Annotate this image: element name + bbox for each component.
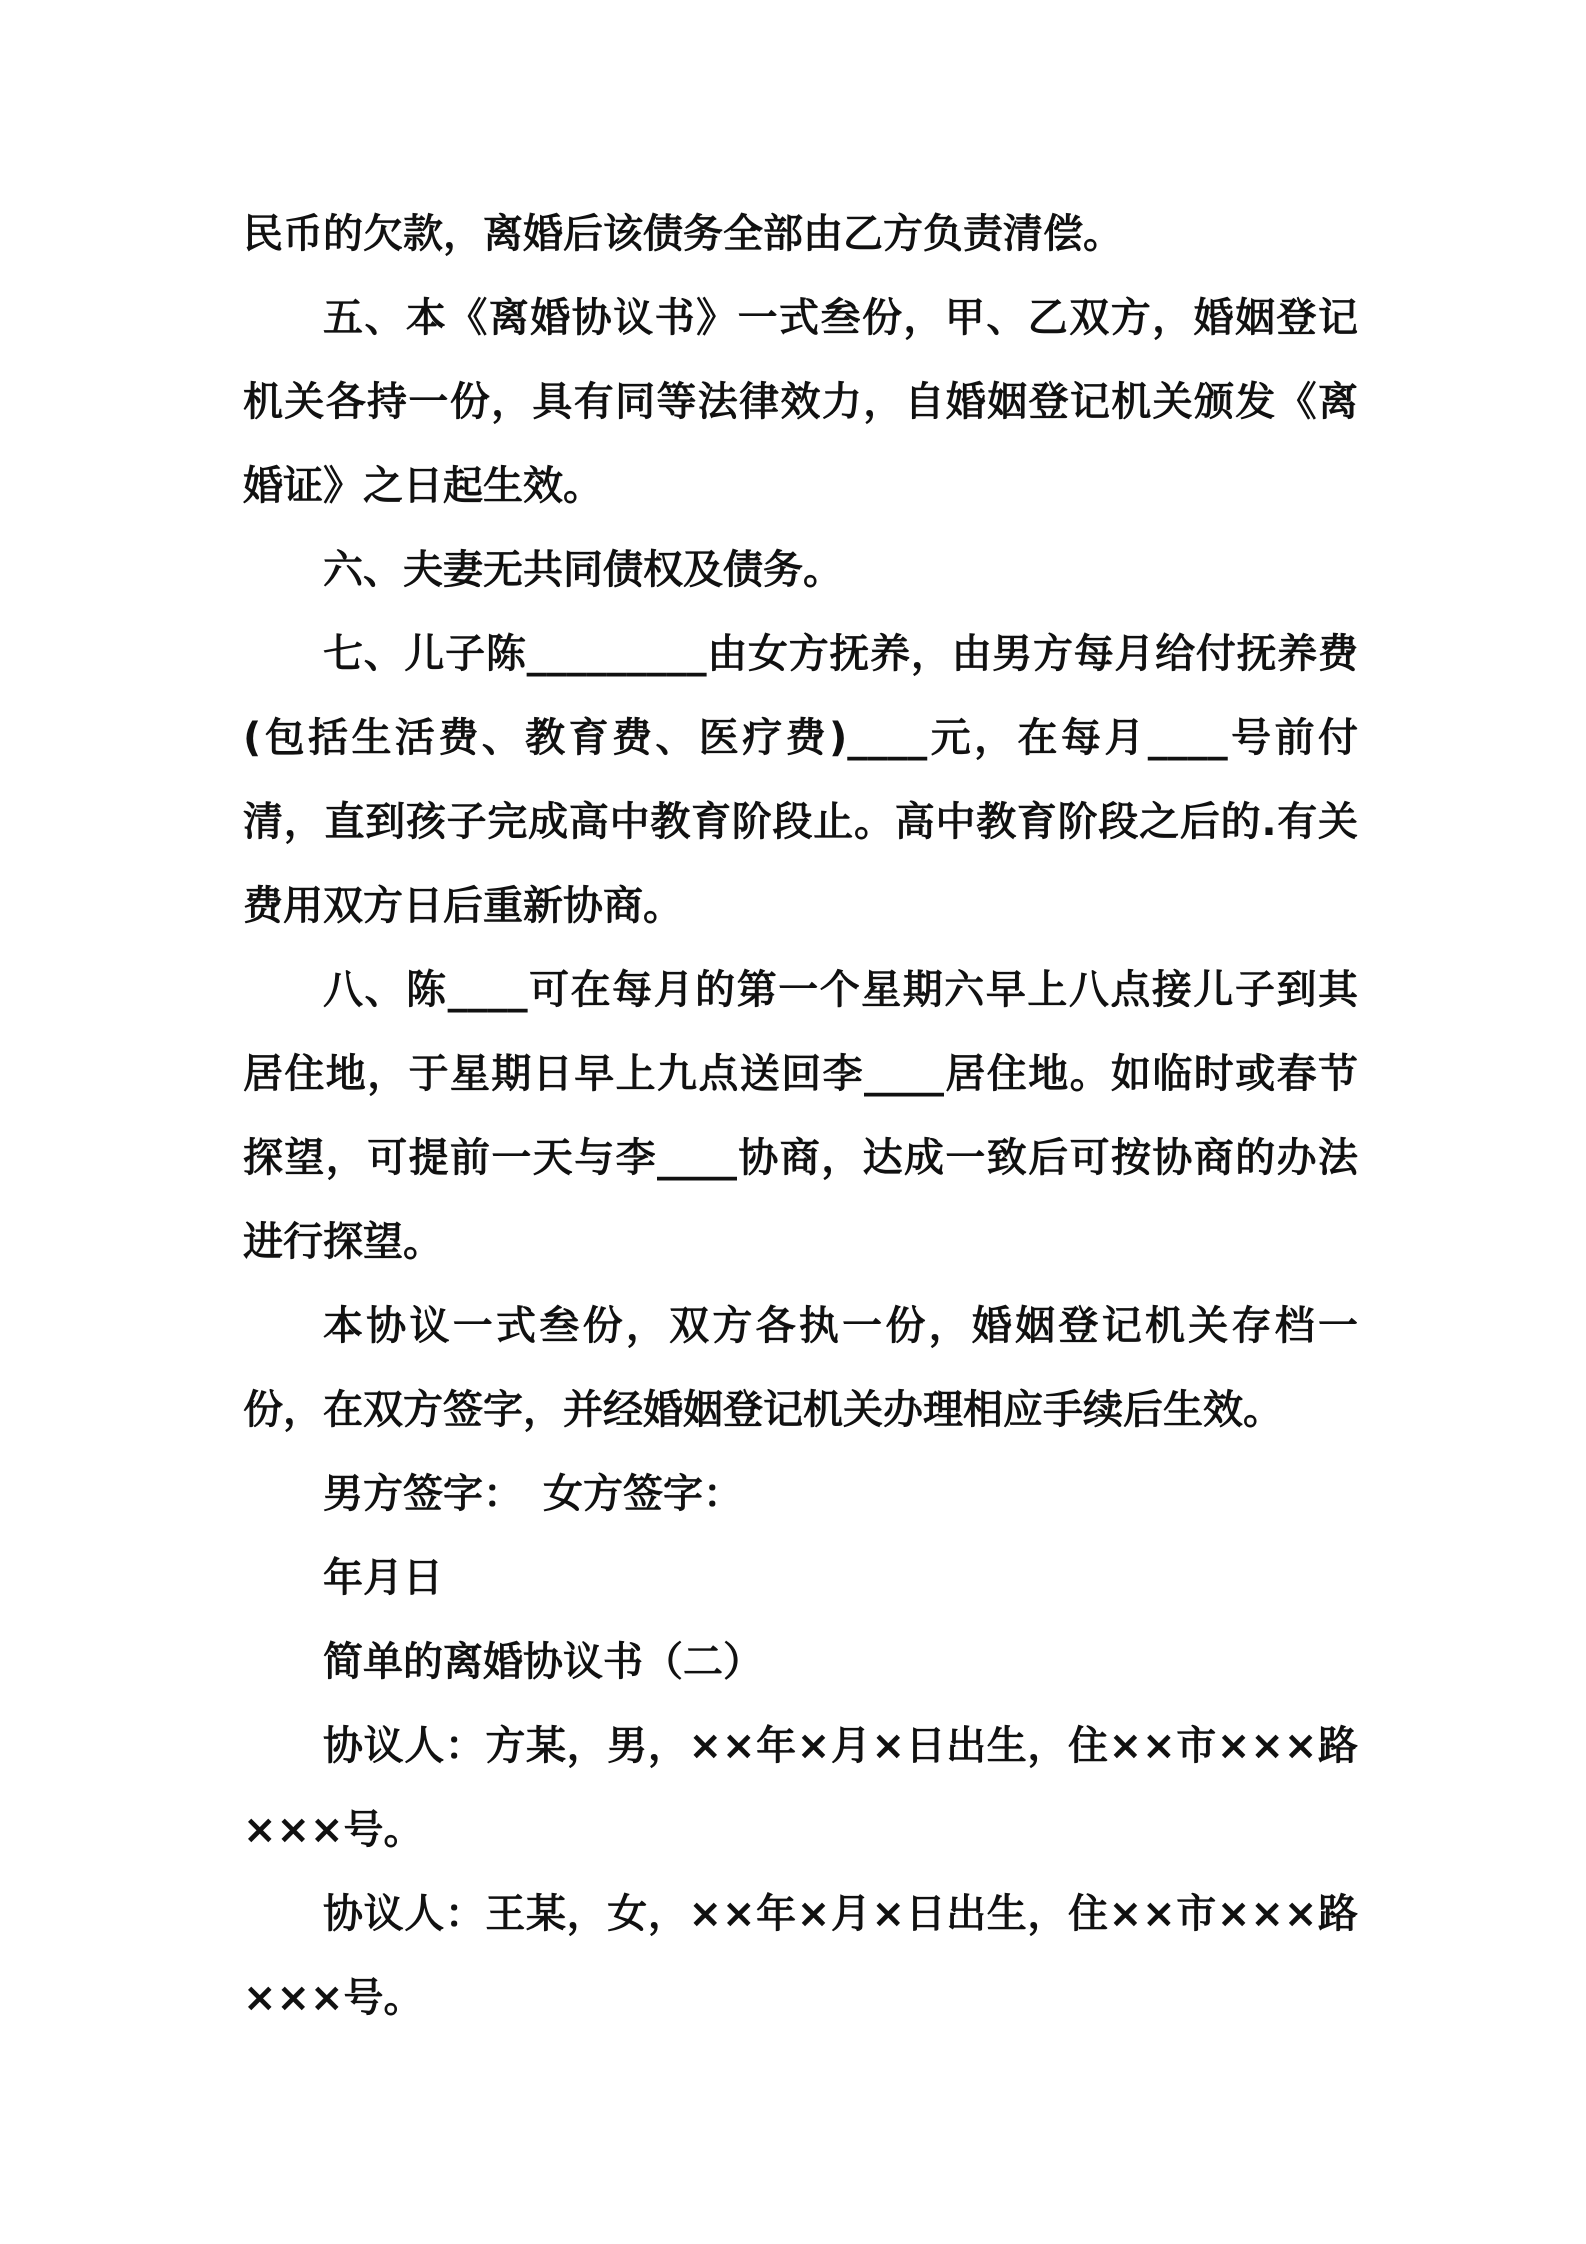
paragraph-signatures: 男方签字： 女方签字： — [323, 1471, 743, 1517]
document-body — [243, 192, 1358, 2040]
paragraph-section-title: 简单的离婚协议书（二） — [323, 1639, 763, 1685]
paragraph-debt-continued: 民币的欠款，离婚后该债务全部由乙方负责清偿。 — [243, 211, 1123, 257]
paragraph-copies: 本协议一式叁份，双方各执一份，婚姻登记机关存档一份，在双方签字，并经婚姻登记机关办理相应手续后生效。 — [243, 1303, 1358, 1433]
paragraph-party-female: 协议人：王某，女，××年×月×日出生，住××市×××路×××号。 — [243, 1891, 1358, 2021]
paragraph-clause-5: 五、本《离婚协议书》一式叁份，甲、乙双方，婚姻登记机关各持一份，具有同等法律效力，自婚姻登记机关颁发《离婚证》之日起生效。 — [243, 295, 1358, 509]
paragraph-clause-8: 八、陈____可在每月的第一个星期六早上八点接儿子到其居住地，于星期日早上九点送回李____居住地。如临时或春节探望，可提前一天与李____协商，达成一致后可按协商的办法进行探望。 — [243, 967, 1358, 1265]
paragraph-clause-7: 七、儿子陈_________由女方抚养，由男方每月给付抚养费(包括生活费、教育费、医疗费)____元，在每月____号前付清，直到孩子完成高中教育阶段止。高中教育阶段之后的.有关费用双方日后重新协商。 — [243, 631, 1358, 929]
paragraph-clause-6: 六、夫妻无共同债权及债务。 — [323, 547, 843, 593]
paragraph-date: 年月日 — [323, 1555, 443, 1601]
paragraph-party-male: 协议人：方某，男，××年×月×日出生，住××市×××路×××号。 — [243, 1723, 1358, 1853]
